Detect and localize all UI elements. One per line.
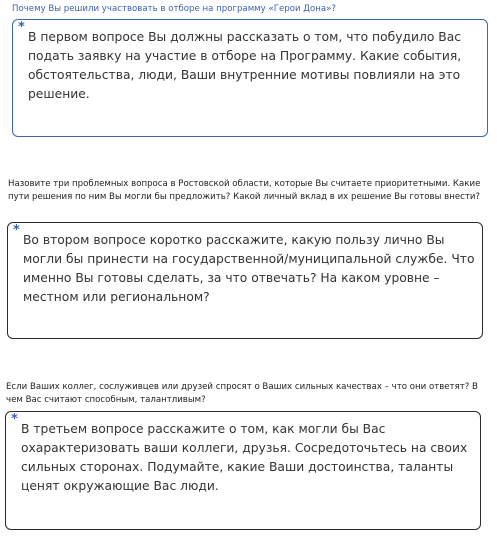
question-3-answer-text: В третьем вопросе расскажите о том, как могли бы Вас охарактеризовать ваши коллеги, друзья. Сосредоточьтесь на своих сильных сторонах. Подумайте, какие Ваши достоинства, таланты ценят окружающие Вас люди.: [21, 422, 468, 493]
required-asterisk-icon: *: [11, 412, 18, 427]
question-2-answer-field[interactable]: [7, 222, 483, 339]
question-1-label: Почему Вы решили участвовать в отборе на программу «Герои Дона»?: [12, 4, 336, 14]
question-2-answer-text: Во втором вопросе коротко расскажите, какую пользу лично Вы могли бы принести на государственной/муниципальной службе. Что именно Вы готовы сделать, за что отвечать? На каком уровне – местном или региональном?: [23, 233, 475, 304]
question-3-answer-field[interactable]: [5, 411, 481, 530]
question-3-label: Если Ваших коллег, сослуживцев или друзей спросят о Ваших сильных качествах – что они ответят? В чем Вас считают способным, талантливым?: [6, 382, 478, 405]
question-2-label: Назовите три проблемных вопроса в Ростовской области, которые Вы считаете приоритетными. Какие пути решения по ним Вы могли бы предложить? Какой личный вклад в их решение Вы готовы внести?: [8, 179, 481, 202]
question-1-answer-text: В первом вопросе Вы должны рассказать о том, что побудило Вас подать заявку на участие в отборе на Программу. Какие события, обстоятельства, люди, Ваши внутренние мотивы повлияли на это решение.: [28, 30, 462, 101]
required-asterisk-icon: *: [18, 20, 25, 35]
question-1-answer-field[interactable]: [12, 19, 488, 137]
required-asterisk-icon: *: [13, 223, 20, 238]
